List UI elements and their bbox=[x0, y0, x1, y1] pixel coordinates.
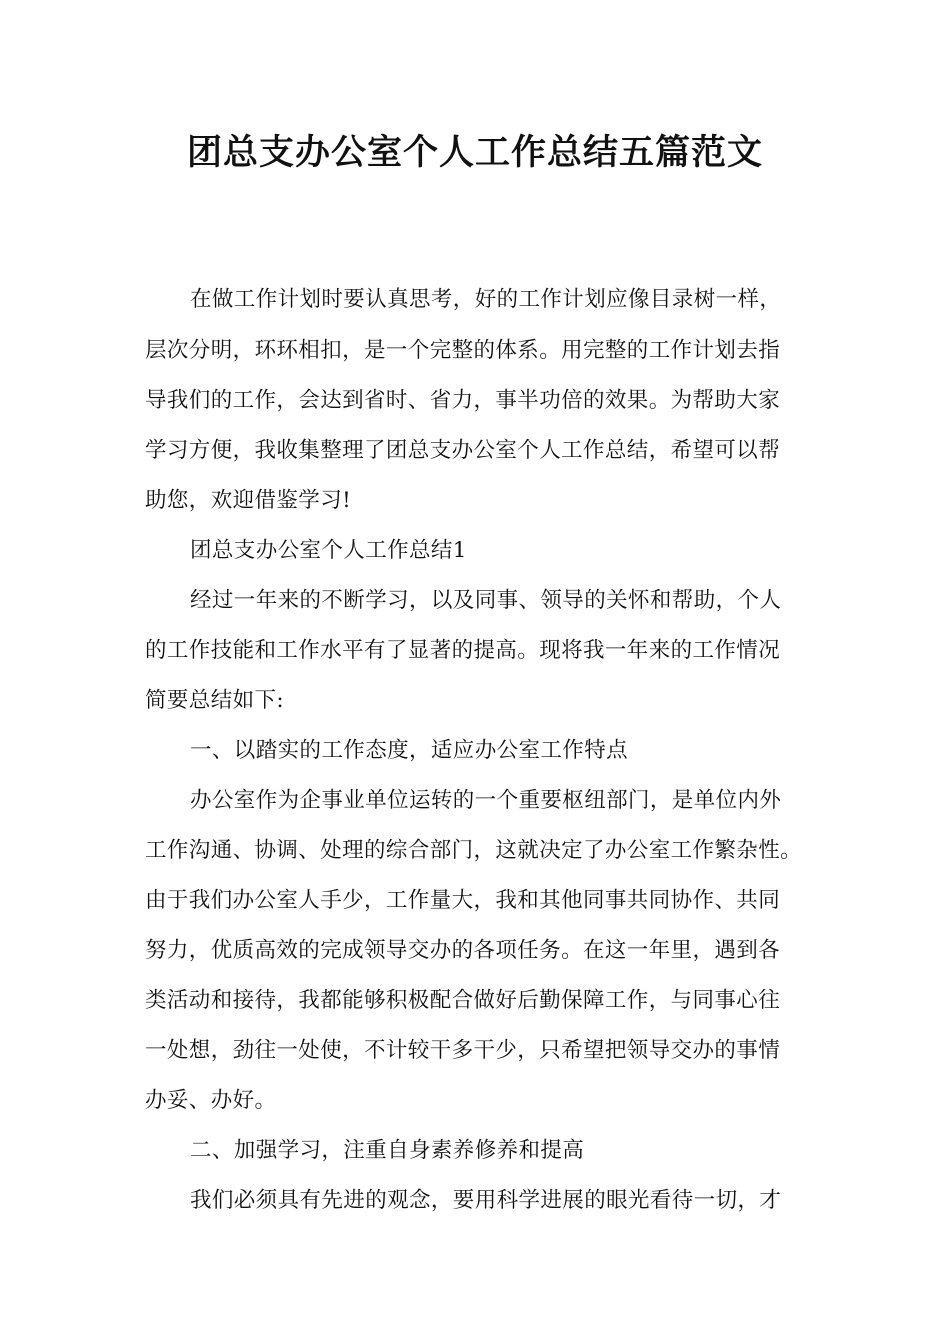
body-line: 办妥、办好。 bbox=[145, 1088, 277, 1113]
body-line: 我们必须具有先进的观念，要用科学进展的眼光看待一切，才 bbox=[190, 1188, 782, 1213]
body-line: 导我们的工作，会达到省时、省力，事半功倍的效果。为帮助大家 bbox=[145, 388, 781, 413]
document-title: 团总支办公室个人工作总结五篇范文 bbox=[186, 133, 763, 173]
body-line: 由于我们办公室人手少，工作量大，我和其他同事共同协作、共同 bbox=[145, 888, 781, 913]
body-line: 在做工作计划时要认真思考，好的工作计划应像目录树一样， bbox=[190, 287, 782, 312]
body-line: 努力，优质高效的完成领导交办的各项任务。在这一年里，遇到各 bbox=[145, 938, 781, 963]
body-line: 简要总结如下: bbox=[145, 688, 285, 713]
body-line: 层次分明，环环相扣，是一个完整的体系。用完整的工作计划去指 bbox=[145, 338, 781, 363]
body-line: 学习方便，我收集整理了团总支办公室个人工作总结，希望可以帮 bbox=[145, 438, 781, 463]
section-heading: 团总支办公室个人工作总结1 bbox=[190, 538, 467, 563]
body-line: 经过一年来的不断学习，以及同事、领导的关怀和帮助，个人 bbox=[190, 588, 782, 613]
body-line: 助您，欢迎借鉴学习! bbox=[145, 488, 352, 513]
body-line: 的工作技能和工作水平有了显著的提高。现将我一年来的工作情况 bbox=[145, 638, 781, 663]
body-line: 工作沟通、协调、处理的综合部门，这就决定了办公室工作繁杂性。 bbox=[145, 838, 803, 863]
subsection-heading: 一、以踏实的工作态度，适应办公室工作特点 bbox=[190, 738, 629, 763]
body-line: 办公室作为企事业单位运转的一个重要枢纽部门，是单位内外 bbox=[190, 788, 782, 813]
body-line: 一处想，劲往一处使，不计较干多干少，只希望把领导交办的事情 bbox=[145, 1038, 781, 1063]
subsection-heading: 二、加强学习，注重自身素养修养和提高 bbox=[190, 1138, 585, 1163]
body-line: 类活动和接待，我都能够积极配合做好后勤保障工作，与同事心往 bbox=[145, 988, 781, 1013]
